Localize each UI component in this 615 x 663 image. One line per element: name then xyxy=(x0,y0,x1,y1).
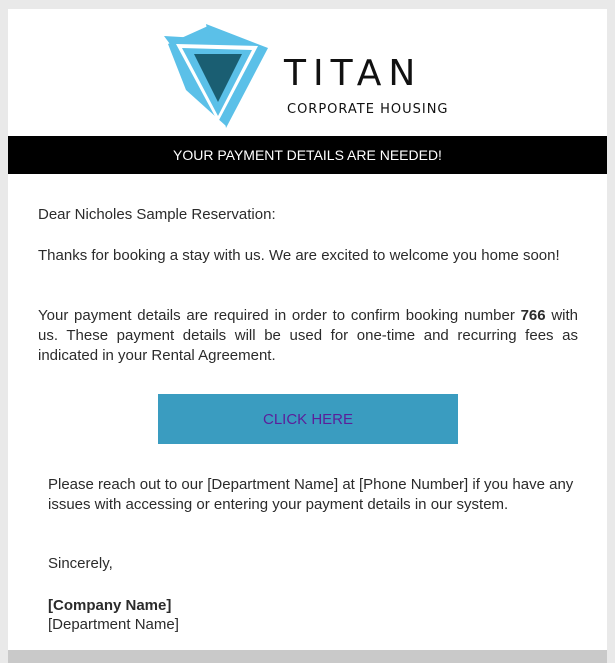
payment-banner: YOUR PAYMENT DETAILS ARE NEEDED! xyxy=(8,136,607,174)
payment-text-before: Your payment details are required in order to confirm booking number xyxy=(38,307,521,324)
brand-logo xyxy=(160,18,460,140)
payment-text-after: with us. These payment details will be used for one-time and recurring fees as indicated in your Rental Agreement. xyxy=(38,307,578,364)
brand-subtitle: CORPORATE HOUSING xyxy=(287,102,449,117)
booking-number: 766 xyxy=(520,307,546,324)
department-name: [Department Name] xyxy=(48,616,179,633)
brand-name: TITAN xyxy=(284,53,423,94)
payment-paragraph xyxy=(38,306,578,366)
triangle-logo-icon xyxy=(160,18,272,130)
click-here-button[interactable]: CLICK HERE xyxy=(158,394,458,444)
reach-out-paragraph: Please reach out to our [Department Name] at [Phone Number] if you have any issues with accessing or entering your payment details in our system. xyxy=(48,476,574,513)
email-card xyxy=(8,9,607,650)
sign-off: Sincerely, xyxy=(48,555,113,572)
greeting-text: Dear Nicholes Sample Reservation: xyxy=(38,206,276,223)
thanks-paragraph: Thanks for booking a stay with us. We are excited to welcome you home soon! xyxy=(38,247,560,264)
company-name: [Company Name] xyxy=(48,597,172,614)
bottom-divider xyxy=(8,650,607,663)
